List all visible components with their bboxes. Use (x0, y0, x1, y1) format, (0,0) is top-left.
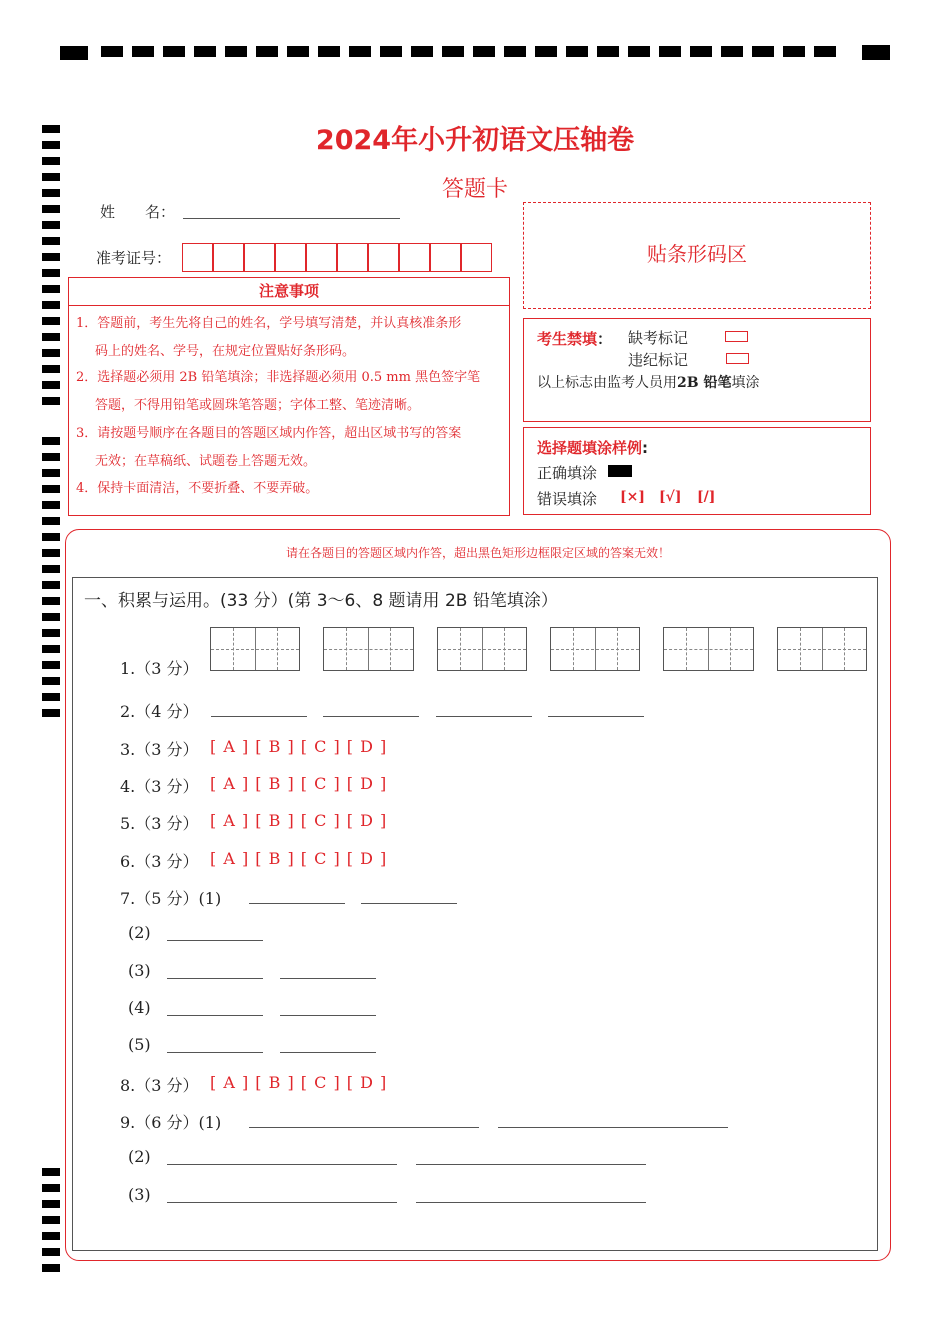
answer-line[interactable] (167, 1202, 397, 1203)
character-grid[interactable] (777, 627, 867, 671)
question-1-label: 1.（3 分） (120, 659, 199, 678)
fill-sample-panel (523, 427, 871, 515)
notice-line: 无效；在草稿纸、试题卷上答题无效。 (95, 454, 317, 469)
barcode-area[interactable]: 贴条形码区 (523, 202, 871, 309)
id-digit-box[interactable] (368, 243, 399, 272)
wrong-fill-example: [×] (620, 489, 645, 505)
answer-line[interactable] (167, 1052, 263, 1053)
answer-line[interactable] (548, 716, 644, 717)
question-9-part-2: (2) (128, 1147, 151, 1166)
question-6-label: 6.（3 分） (120, 852, 199, 871)
id-digit-box[interactable] (430, 243, 461, 272)
id-digit-box[interactable] (461, 243, 492, 272)
answer-line[interactable] (323, 716, 419, 717)
question-7-part-4: (4) (128, 998, 151, 1017)
answer-line[interactable] (498, 1127, 728, 1128)
question-2-label: 2.（4 分） (120, 702, 199, 721)
name-label: 姓 名： (100, 203, 176, 221)
exam-id-label: 准考证号： (96, 249, 172, 267)
character-grid[interactable] (437, 627, 527, 671)
question-5-label: 5.（3 分） (120, 814, 199, 833)
question-3-options[interactable]: [ A ] [ B ] [ C ] [ D ] (210, 737, 388, 756)
character-grid[interactable] (550, 627, 640, 671)
question-4-label: 4.（3 分） (120, 777, 199, 796)
question-4-options[interactable]: [ A ] [ B ] [ C ] [ D ] (210, 774, 388, 793)
answer-line[interactable] (167, 1164, 397, 1165)
id-digit-box[interactable] (399, 243, 430, 272)
question-6-options[interactable]: [ A ] [ B ] [ C ] [ D ] (210, 849, 388, 868)
question-7-label: 7.（5 分）(1) (120, 889, 222, 908)
correct-fill-example (608, 465, 632, 477)
notice-line: 1．答题前，考生先将自己的姓名，学号填写清楚，并认真核准条形 (76, 316, 462, 331)
correct-fill-label: 正确填涂 (537, 464, 598, 482)
notice-line: 答题，不得用铅笔或圆珠笔答题；字体工整、笔迹清晰。 (95, 398, 421, 413)
id-digit-box[interactable] (244, 243, 275, 272)
wrong-fill-example: [√] (659, 489, 682, 505)
notice-line: 2．选择题必须用 2B 铅笔填涂；非选择题必须用 0.5 mm 黑色签字笔 (76, 370, 481, 385)
question-7-part-2: (2) (128, 923, 151, 942)
character-grid[interactable] (210, 627, 300, 671)
answer-line[interactable] (211, 716, 307, 717)
violation-mark-box[interactable] (726, 353, 749, 364)
page-subtitle: 答题卡 (441, 177, 508, 202)
violation-label: 违纪标记 (628, 351, 689, 369)
fill-sample-heading: 选择题填涂样例: (537, 439, 649, 457)
character-grid[interactable] (323, 627, 414, 671)
notice-panel (68, 306, 510, 516)
answer-line[interactable] (280, 978, 376, 979)
notice-line: 码上的姓名、学号，在规定位置贴好条形码。 (95, 344, 356, 359)
answer-line[interactable] (416, 1164, 646, 1165)
id-digit-box[interactable] (213, 243, 244, 272)
section-heading: 一、积累与运用。(33 分）(第 3～6、8 题请用 2B 铅笔填涂） (84, 591, 558, 611)
forbidden-panel (523, 318, 871, 422)
id-digit-box[interactable] (275, 243, 306, 272)
forbidden-heading: 考生禁填： (537, 330, 613, 348)
wrong-fill-label: 错误填涂 (537, 490, 598, 508)
answer-line[interactable] (167, 978, 263, 979)
answer-line[interactable] (416, 1202, 646, 1203)
question-7-part-5: (5) (128, 1035, 151, 1054)
id-digit-box[interactable] (182, 243, 213, 272)
question-8-options[interactable]: [ A ] [ B ] [ C ] [ D ] (210, 1073, 388, 1092)
question-9-label: 9.（6 分）(1) (120, 1113, 222, 1132)
question-3-label: 3.（3 分） (120, 740, 199, 759)
notice-line: 4．保持卡面清洁，不要折叠、不要弄破。 (76, 481, 319, 496)
notice-line: 3．请按题号顺序在各题目的答题区域内作答，超出区域书写的答案 (76, 426, 462, 441)
absent-mark-box[interactable] (725, 331, 748, 342)
answer-line[interactable] (280, 1052, 376, 1053)
absent-label: 缺考标记 (628, 329, 689, 347)
page-title: 2024年小升初语文压轴卷 (315, 125, 635, 156)
character-grid[interactable] (663, 627, 754, 671)
question-9-part-3: (3) (128, 1185, 151, 1204)
answer-line[interactable] (167, 1015, 263, 1016)
answer-area-warning: 请在各题目的答题区域内作答，超出黑色矩形边框限定区域的答案无效！ (285, 546, 670, 560)
id-digit-box[interactable] (306, 243, 337, 272)
name-field[interactable] (183, 218, 400, 219)
question-8-label: 8.（3 分） (120, 1076, 199, 1095)
wrong-fill-example: [/] (697, 489, 716, 505)
answer-line[interactable] (280, 1015, 376, 1016)
question-5-options[interactable]: [ A ] [ B ] [ C ] [ D ] (210, 811, 388, 830)
forbidden-note: 以上标志由监考人员用2B 铅笔填涂 (537, 375, 760, 391)
answer-line[interactable] (249, 903, 345, 904)
question-7-part-3: (3) (128, 961, 151, 980)
notice-heading: 注意事项 (68, 277, 510, 306)
answer-line[interactable] (361, 903, 457, 904)
id-digit-box[interactable] (337, 243, 368, 272)
answer-line[interactable] (249, 1127, 479, 1128)
answer-line[interactable] (436, 716, 532, 717)
answer-line[interactable] (167, 940, 263, 941)
